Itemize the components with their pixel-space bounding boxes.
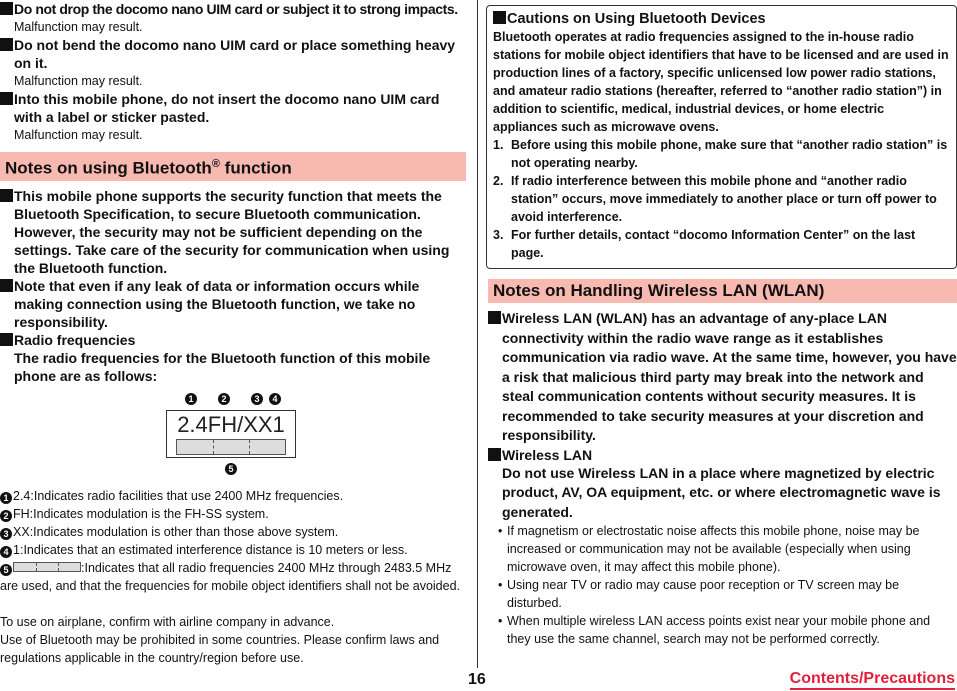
- frequency-bar: [176, 439, 286, 455]
- item-title: Into this mobile phone, do not insert the docomo nano UIM card with a label or sticker pasted.: [14, 91, 440, 125]
- legend-item: 5 :Indicates that all radio frequencies 2400 MHz through 2483.5 MHz are used, and that the frequencies for mobile object identifiers shall not be avoided.: [0, 560, 461, 593]
- right-column: [488, 0, 957, 648]
- marker-2: 2: [218, 393, 230, 405]
- uim-item: [0, 90, 466, 144]
- legend-item: 1 2.4:Indicates radio facilities that use 2400 MHz frequencies.: [0, 487, 466, 505]
- radio-title: Radio frequencies: [0, 331, 466, 349]
- frequency-label: [166, 410, 296, 458]
- wlan-bullet: • When multiple wireless LAN access points exist near your mobile phone and they use the same channel, search may not be performed correctly.: [498, 614, 931, 646]
- bt-item: This mobile phone supports the security function that meets the Bluetooth Specification, to secure Bluetooth communication. However, the security may not be sufficient depending on the settings. Take care of the security for communication when using the Bluetooth function.: [0, 187, 466, 277]
- wlan-heading: Notes on Handling Wireless LAN (WLAN): [488, 279, 957, 303]
- legend-list: [0, 487, 466, 595]
- wlan-title: Wireless LAN: [488, 446, 957, 464]
- caution-step: 1. Before using this mobile phone, make sure that “another radio station” is not operating nearby.: [493, 138, 948, 170]
- item-note: Malfunction may result.: [14, 20, 143, 34]
- marker-1: 1: [185, 393, 197, 405]
- uim-item: [0, 0, 466, 36]
- airplane-note: To use on airplane, confirm with airline company in advance.: [0, 614, 335, 629]
- countries-note: Use of Bluetooth may be prohibited in some countries. Please confirm laws and regulations applicable in the country/region before use.: [0, 632, 440, 665]
- legend-item: 3 XX:Indicates modulation is other than those above system.: [0, 523, 466, 541]
- item-note: Malfunction may result.: [14, 128, 143, 142]
- marker-3: 3: [251, 393, 263, 405]
- wlan-bullet: • Using near TV or radio may cause poor reception or TV screen may be disturbed.: [498, 578, 900, 610]
- contents-precautions-link[interactable]: Contents/Precautions: [790, 670, 955, 690]
- wlan-intro: Wireless LAN (WLAN) has an advantage of any-place LAN connectivity within the radio wave range as it establishes communication via radio wave. At the same time, however, you have a risk that malicious third party may break into the network and steal communication contents without security measures. It is recommended to take security measures at your discretion and responsibility.: [488, 309, 957, 446]
- marker-4: 4: [269, 393, 281, 405]
- page-number: 16: [468, 671, 486, 688]
- marker-5: 5: [225, 463, 237, 475]
- cautions-body: Bluetooth operates at radio frequencies assigned to the in-house radio stations for mobile object identifiers that have to be licensed and are used in production lines of a factory, specific unlicensed low power radio stations, and amateur radio stations (hereafter, referred to “another radio station”) in addition to scientific, medical, industrial devices, or home electric appliances such as microwave ovens.: [493, 30, 949, 134]
- cautions-title: Cautions on Using Bluetooth Devices: [493, 10, 950, 28]
- radio-body: The radio frequencies for the Bluetooth function of this mobile phone are as follows:: [14, 349, 431, 384]
- left-column: [0, 0, 466, 667]
- frequency-label-diagram: [0, 391, 466, 483]
- item-title: Do not bend the docomo nano UIM card or place something heavy on it.: [14, 37, 456, 71]
- wlan-body: Do not use Wireless LAN in a place where magnetized by electric product, AV, OA equipment, etc. or where electromagnetic wave is generated.: [502, 464, 941, 520]
- uim-item: [0, 36, 466, 90]
- legend-item: 4 1:Indicates that an estimated interference distance is 10 meters or less.: [0, 541, 466, 559]
- wlan-bullet: • If magnetism or electrostatic noise affects this mobile phone, noise may be increased or communication may not be available (especially when using microwave oven, it may affect this mobile phone).: [498, 524, 920, 574]
- caution-step: 2. If radio interference between this mobile phone and “another radio station” occurs, move immediately to another place or turn off power to avoid interference.: [493, 174, 937, 224]
- legend-item: 2 FH:Indicates modulation is the FH-SS system.: [0, 505, 466, 523]
- bluetooth-cautions-box: [486, 5, 957, 269]
- caution-step: 3. For further details, contact “docomo Information Center” on the last page.: [493, 228, 916, 260]
- label-code: 2.4FH/XX1: [177, 411, 285, 437]
- column-divider: [477, 0, 478, 668]
- bluetooth-heading: Notes on using Bluetooth® function: [0, 152, 466, 181]
- item-note: Malfunction may result.: [14, 74, 143, 88]
- item-title: Do not drop the docomo nano UIM card or subject it to strong impacts.: [14, 1, 458, 17]
- bt-item: Note that even if any leak of data or information occurs while making connection using the Bluetooth function, we take no responsibility.: [0, 277, 466, 331]
